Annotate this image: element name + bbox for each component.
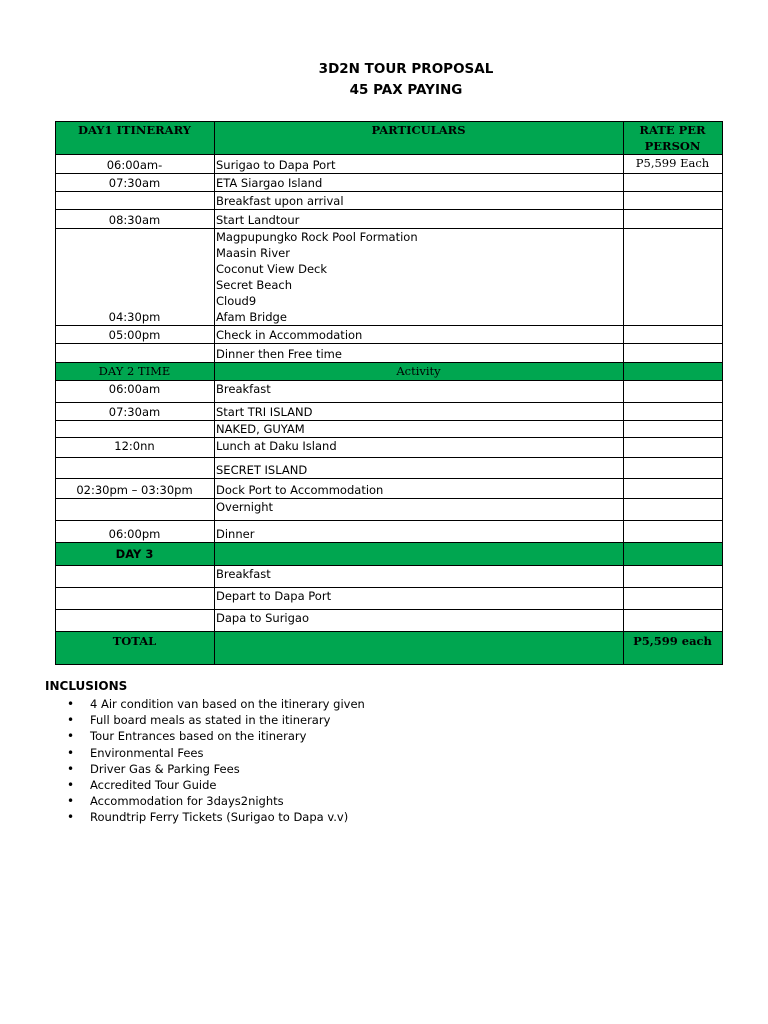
table-row bbox=[56, 588, 723, 610]
table-row bbox=[56, 155, 723, 174]
particular-cell: Dinner then Free time bbox=[215, 344, 624, 363]
time-cell: 04:30pm bbox=[56, 229, 215, 326]
rate-cell bbox=[624, 499, 723, 521]
total-row bbox=[56, 632, 723, 665]
table-row bbox=[56, 566, 723, 588]
rate-cell bbox=[624, 326, 723, 344]
particular-cell: Dinner bbox=[215, 521, 624, 543]
itinerary-table bbox=[55, 121, 723, 665]
time-cell: 08:30am bbox=[56, 210, 215, 229]
particular-cell-landtour-stops bbox=[215, 229, 624, 326]
table-row bbox=[56, 326, 723, 344]
landtour-stop: Afam Bridge bbox=[216, 310, 287, 324]
column-header-day1: DAY1 ITINERARY bbox=[56, 122, 215, 155]
table-row bbox=[56, 479, 723, 499]
particular-cell: Overnight bbox=[215, 499, 624, 521]
time-cell bbox=[56, 610, 215, 632]
rate-cell bbox=[624, 229, 723, 326]
column-header-particulars: PARTICULARS bbox=[215, 122, 624, 155]
list-item: • Roundtrip Ferry Tickets (Surigao to Dapa v.v) bbox=[90, 809, 365, 825]
rate-cell bbox=[624, 438, 723, 458]
table-row bbox=[56, 499, 723, 521]
table-row bbox=[56, 610, 723, 632]
rate-cell bbox=[624, 610, 723, 632]
list-item: • Tour Entrances based on the itinerary bbox=[90, 728, 365, 744]
rate-cell bbox=[624, 381, 723, 403]
day2-activity-header: Activity bbox=[215, 363, 624, 381]
rate-cell bbox=[624, 543, 723, 566]
list-item: • Accommodation for 3days2nights bbox=[90, 793, 365, 809]
time-cell bbox=[56, 566, 215, 588]
table-row bbox=[56, 438, 723, 458]
landtour-stop: Coconut View Deck bbox=[216, 262, 328, 276]
landtour-stop: Maasin River bbox=[216, 246, 290, 260]
particular-cell: Dapa to Surigao bbox=[215, 610, 624, 632]
time-cell: 06:00am- bbox=[56, 155, 215, 174]
rate-cell bbox=[624, 521, 723, 543]
inclusions-list bbox=[90, 696, 365, 826]
table-row bbox=[56, 421, 723, 438]
time-cell: 07:30am bbox=[56, 174, 215, 192]
particular-cell: NAKED, GUYAM bbox=[215, 421, 624, 438]
column-header-rate: RATE PER PERSON bbox=[624, 122, 723, 155]
time-cell: 06:00am bbox=[56, 381, 215, 403]
inclusions-title: INCLUSIONS bbox=[45, 679, 128, 693]
particular-cell: Lunch at Daku Island bbox=[215, 438, 624, 458]
time-cell: 12:0nn bbox=[56, 438, 215, 458]
landtour-stop: Secret Beach bbox=[216, 278, 293, 292]
table-header-row bbox=[56, 122, 723, 155]
page-title: 3D2N TOUR PROPOSAL bbox=[318, 61, 494, 77]
table-row bbox=[56, 381, 723, 403]
rate-cell bbox=[624, 363, 723, 381]
page-subtitle: 45 PAX PAYING bbox=[349, 82, 463, 98]
landtour-stop: Cloud9 bbox=[216, 294, 257, 308]
rate-cell: P5,599 Each bbox=[624, 155, 723, 174]
table-row bbox=[56, 403, 723, 421]
time-cell bbox=[56, 458, 215, 479]
particular-cell: Depart to Dapa Port bbox=[215, 588, 624, 610]
table-row bbox=[56, 229, 723, 326]
total-rate: P5,599 each bbox=[624, 632, 723, 665]
list-item: • Accredited Tour Guide bbox=[90, 777, 365, 793]
day3-header-row bbox=[56, 543, 723, 566]
rate-cell bbox=[624, 588, 723, 610]
time-cell: 05:00pm bbox=[56, 326, 215, 344]
day3-header: DAY 3 bbox=[56, 543, 215, 566]
day2-header-row bbox=[56, 363, 723, 381]
particular-cell bbox=[215, 632, 624, 665]
table-row bbox=[56, 344, 723, 363]
time-cell: 07:30am bbox=[56, 403, 215, 421]
particular-cell: Breakfast bbox=[215, 381, 624, 403]
rate-cell bbox=[624, 192, 723, 210]
time-cell: 06:00pm bbox=[56, 521, 215, 543]
particular-cell: SECRET ISLAND bbox=[215, 458, 624, 479]
list-item: • Full board meals as stated in the itinerary bbox=[90, 712, 365, 728]
table-row bbox=[56, 174, 723, 192]
rate-cell bbox=[624, 210, 723, 229]
time-cell bbox=[56, 588, 215, 610]
time-cell bbox=[56, 499, 215, 521]
table-row bbox=[56, 521, 723, 543]
rate-cell bbox=[624, 344, 723, 363]
particular-cell: Check in Accommodation bbox=[215, 326, 624, 344]
rate-cell bbox=[624, 479, 723, 499]
time-cell bbox=[56, 344, 215, 363]
time-cell bbox=[56, 421, 215, 438]
particular-cell: Surigao to Dapa Port bbox=[215, 155, 624, 174]
day2-time-header: DAY 2 TIME bbox=[56, 363, 215, 381]
particular-cell bbox=[215, 543, 624, 566]
rate-cell bbox=[624, 566, 723, 588]
rate-cell bbox=[624, 458, 723, 479]
particular-cell: Breakfast upon arrival bbox=[215, 192, 624, 210]
particular-cell: ETA Siargao Island bbox=[215, 174, 624, 192]
table-row bbox=[56, 458, 723, 479]
table-row bbox=[56, 210, 723, 229]
list-item: • 4 Air condition van based on the itinerary given bbox=[90, 696, 365, 712]
time-cell: 02:30pm – 03:30pm bbox=[56, 479, 215, 499]
rate-cell bbox=[624, 174, 723, 192]
time-cell bbox=[56, 192, 215, 210]
list-item: • Environmental Fees bbox=[90, 745, 365, 761]
table-row bbox=[56, 192, 723, 210]
rate-cell bbox=[624, 421, 723, 438]
particular-cell: Breakfast bbox=[215, 566, 624, 588]
particular-cell: Start TRI ISLAND bbox=[215, 403, 624, 421]
list-item: • Driver Gas & Parking Fees bbox=[90, 761, 365, 777]
landtour-stop: Magpupungko Rock Pool Formation bbox=[216, 230, 418, 244]
total-label: TOTAL bbox=[56, 632, 215, 665]
rate-cell bbox=[624, 403, 723, 421]
particular-cell: Dock Port to Accommodation bbox=[215, 479, 624, 499]
particular-cell: Start Landtour bbox=[215, 210, 624, 229]
